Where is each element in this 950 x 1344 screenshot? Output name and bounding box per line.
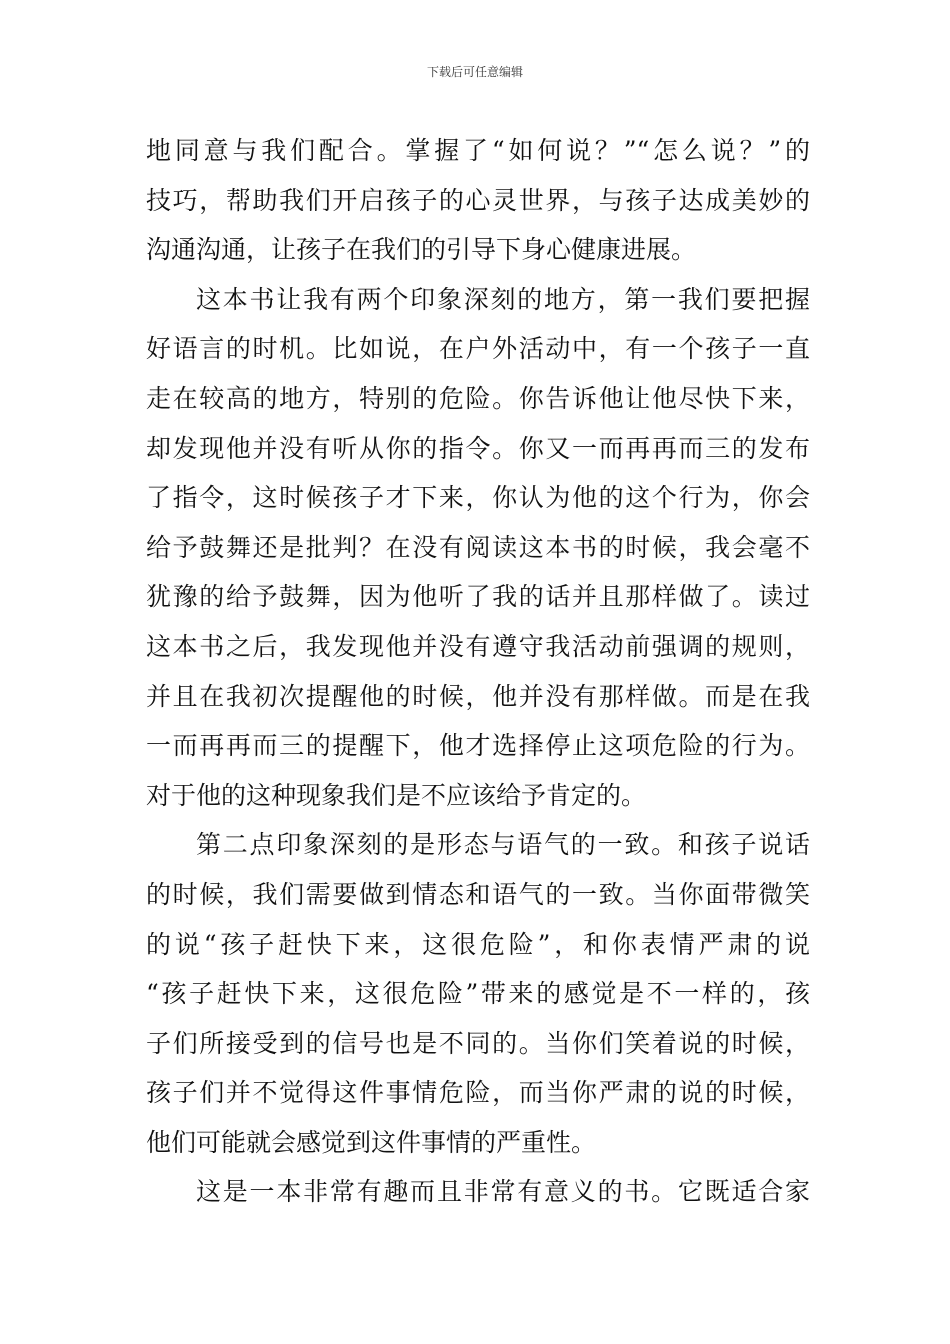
- body-text-line: 技巧，帮助我们开启孩子的心灵世界，与孩子达成美妙的: [146, 185, 810, 215]
- body-text-line: 这本书之后，我发现他并没有遵守我活动前强调的规则，: [146, 631, 810, 661]
- body-text-line: 沟通沟通，让孩子在我们的引导下身心健康进展。: [146, 235, 697, 265]
- body-text-line: 一而再再而三的提醒下，他才选择停止这项危险的行为。: [146, 731, 810, 761]
- body-text-line: 的时候，我们需要做到情态和语气的一致。当你面带微笑: [146, 879, 810, 909]
- body-text-line: 这是一本非常有趣而且非常有意义的书。它既适合家: [196, 1177, 810, 1207]
- body-text-line: 并且在我初次提醒他的时候，他并没有那样做。而是在我: [146, 681, 810, 711]
- page-header: 下载后可任意编辑: [426, 65, 523, 79]
- body-text-line: 了指令，这时候孩子才下来，你认为他的这个行为，你会: [146, 483, 810, 513]
- body-text-line: 犹豫的给予鼓舞，因为他听了我的话并且那样做了。读过: [146, 582, 810, 612]
- body-text-line: “孩子赶快下来，这很危险”带来的感觉是不一样的，孩: [146, 979, 810, 1009]
- body-text-line: 地同意与我们配合。掌握了“如何说？”“怎么说？”的: [146, 136, 810, 165]
- body-text-line: 好语言的时机。比如说，在户外活动中，有一个孩子一直: [146, 334, 810, 364]
- body-text-line: 的说“孩子赶快下来，这很危险”，和你表情严肃的说: [146, 929, 810, 959]
- body-text-line: 给予鼓舞还是批判？在没有阅读这本书的时候，我会毫不: [146, 532, 810, 562]
- document-body: [146, 126, 810, 1217]
- body-text-line: 对于他的这种现象我们是不应该给予肯定的。: [146, 780, 647, 810]
- body-text-line: 孩子们并不觉得这件事情危险，而当你严肃的说的时候，: [146, 1078, 810, 1108]
- body-text-line: 这本书让我有两个印象深刻的地方，第一我们要把握: [196, 284, 810, 314]
- body-text-line: 第二点印象深刻的是形态与语气的一致。和孩子说话: [196, 830, 810, 860]
- body-text-line: 他们可能就会感觉到这件事情的严重性。: [146, 1127, 597, 1157]
- body-text-line: 走在较高的地方，特别的危险。你告诉他让他尽快下来，: [146, 383, 810, 413]
- body-text-line: 子们所接受到的信号也是不同的。当你们笑着说的时候，: [146, 1028, 810, 1058]
- body-text-line: 却发现他并没有听从你的指令。你又一而再再而三的发布: [146, 433, 810, 463]
